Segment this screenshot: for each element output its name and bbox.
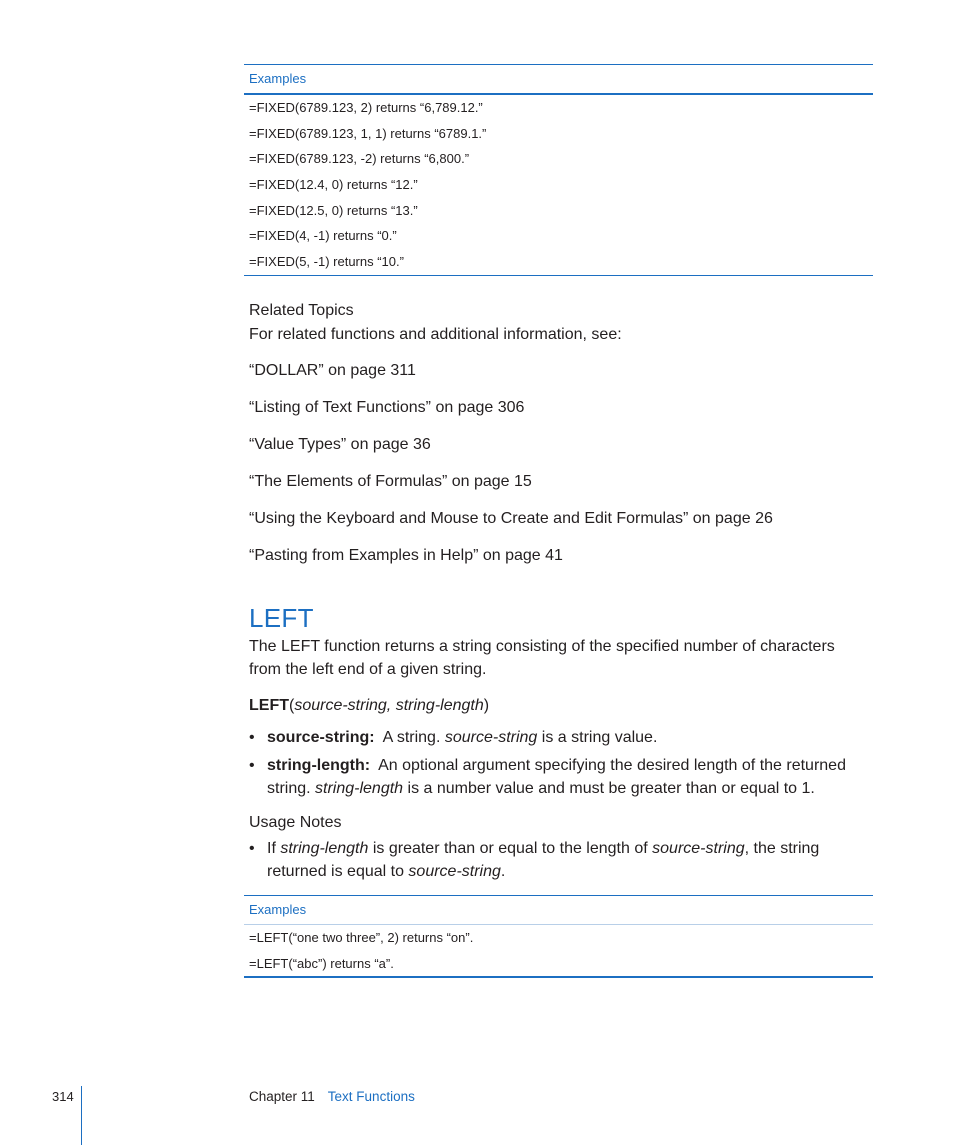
table-row: =FIXED(6789.123, 2) returns “6,789.12.”: [249, 100, 483, 115]
footer-breadcrumb: [249, 1089, 415, 1104]
related-link-value-types[interactable]: “Value Types” on page 36: [249, 436, 431, 453]
table-row: =FIXED(6789.123, 1, 1) returns “6789.1.”: [249, 125, 487, 141]
syntax-arguments: source-string, string-length: [294, 697, 484, 714]
usage-text: .: [500, 863, 506, 880]
table-bottom-rule: [244, 275, 873, 276]
table-row: =FIXED(6789.123, -2) returns “6,800.”: [249, 151, 470, 167]
usage-text: is greater than or equal to the length of: [368, 840, 653, 857]
footer-divider: [81, 1086, 82, 1145]
table-row: =LEFT(“one two three”, 2) returns “on”.: [249, 930, 474, 945]
table-bottom-rule: [244, 976, 873, 978]
argument-text: is a number value and must be greater than or equal to 1.: [403, 780, 815, 797]
argument-source-string: [249, 726, 869, 749]
related-link-elements-of-formulas[interactable]: “The Elements of Formulas” on page 15: [249, 473, 532, 490]
bullet-glyph: •: [249, 840, 255, 857]
fixed-examples-table: [244, 64, 873, 276]
syntax-open-paren: (: [289, 697, 295, 714]
argument-italic: source-string: [444, 729, 538, 746]
syntax-function-name: LEFT: [249, 697, 289, 714]
related-link-keyboard-mouse[interactable]: “Using the Keyboard and Mouse to Create and Edit Formulas” on page 26: [249, 510, 773, 527]
related-link-pasting-examples[interactable]: “Pasting from Examples in Help” on page 41: [249, 547, 563, 564]
table-row: =FIXED(5, -1) returns “10.”: [249, 254, 404, 270]
related-link-text-functions[interactable]: “Listing of Text Functions” on page 306: [249, 399, 525, 416]
usage-italic: source-string: [652, 840, 745, 857]
usage-text: , the string returned is equal to: [267, 840, 820, 880]
footer-section-link[interactable]: Text Functions: [327, 1089, 415, 1104]
section-description: The LEFT function returns a string consisting of the specified number of characters from the left end of a given string.: [249, 638, 835, 678]
footer-chapter: Chapter 11: [249, 1089, 315, 1104]
related-link-dollar[interactable]: “DOLLAR” on page 311: [249, 362, 416, 379]
argument-italic: string-length: [315, 780, 404, 797]
argument-text: A string.: [382, 729, 445, 746]
bullet-glyph: •: [249, 757, 255, 774]
argument-text: An optional argument specifying the desired length of the returned string.: [267, 757, 846, 797]
usage-italic: source-string: [408, 863, 501, 880]
usage-notes-heading: Usage Notes: [249, 814, 342, 831]
usage-text: If: [267, 840, 281, 857]
syntax-close-paren: ): [483, 697, 490, 714]
table-header: Examples: [249, 71, 307, 86]
table-row: =LEFT(“abc”) returns “a”.: [249, 955, 394, 971]
table-row: =FIXED(4, -1) returns “0.”: [249, 228, 397, 244]
table-header: Examples: [249, 902, 307, 917]
table-row: =FIXED(12.5, 0) returns “13.”: [249, 202, 418, 218]
argument-string-length: [249, 754, 869, 800]
section-title: LEFT: [249, 603, 314, 633]
left-examples-table: [244, 895, 873, 978]
page-number: 314: [52, 1089, 74, 1104]
argument-text: is a string value.: [537, 729, 658, 746]
table-row: =FIXED(12.4, 0) returns “12.”: [249, 177, 418, 193]
function-syntax: [249, 697, 489, 715]
related-topics-intro: For related functions and additional information, see:: [249, 326, 622, 343]
related-topics-heading: Related Topics: [249, 302, 354, 319]
usage-italic: string-length: [280, 840, 369, 857]
argument-name: string-length:: [267, 757, 371, 774]
argument-name: source-string:: [267, 729, 375, 746]
usage-note: [249, 837, 869, 883]
bullet-glyph: •: [249, 729, 255, 746]
